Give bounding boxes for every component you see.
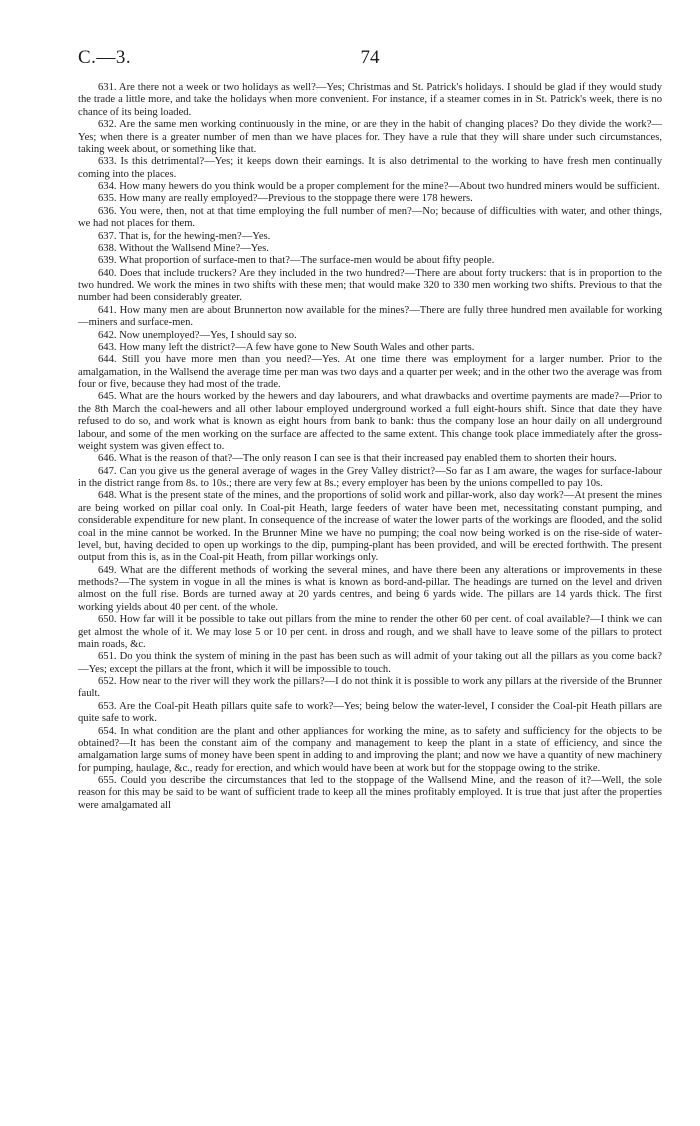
paragraph-642: 642. Now unemployed?—Yes, I should say so. xyxy=(98,329,297,341)
paragraph-647: 647. Can you give us the general average of wages in the Grey Valley district?—So far as I am aware, the wages for surface-labour in the district range from 8s. to 10s.; there are very few at 8s.; every employer has been by the unions compelled to pay 10s. xyxy=(78,465,662,489)
paragraph-652: 652. How near to the river will they work the pillars?—I do not think it is possible to work any pillars at the riverside of the Brunner fault. xyxy=(78,676,662,700)
paragraph-632: 632. Are the same men working continuously in the mine, or are they in the habit of changing places? Do they divide the work?—Yes; when there is a greater number of men than we have places for. They have a rule that they will share under such circumstances, taking week about, or something like that. xyxy=(78,119,662,155)
paragraph-637: 637. That is, for the hewing-men?—Yes. xyxy=(98,230,271,242)
paragraph-650: 650. How far will it be possible to take out pillars from the mine to render the other 60 per cent. of coal available?—I think we can get almost the whole of it. We may lose 5 or 10 per cent. in dross and rough, and we shall have to leave some of the pillars to protect main roads, &c. xyxy=(78,614,662,650)
paragraph-653: 653. Are the Coal-pit Heath pillars quite safe to work?—Yes; being below the water-level, I consider the Coal-pit Heath pillars are quite safe to work. xyxy=(78,700,662,725)
paragraph-646: 646. What is the reason of that?—The only reason I can see is that their increased pay enabled them to shorten their hours. xyxy=(98,453,617,465)
paragraph-631: 631. Are there not a week or two holidays as well?—Yes; Christmas and St. Patrick's holidays. I should be glad if they would study the trade a little more, and take the holidays when more convenient. For instance, if a steamer comes in in St. Patrick's week, there is no chance of its being loaded. xyxy=(78,82,662,118)
page-number: 74 xyxy=(360,47,380,68)
document-body xyxy=(78,82,662,812)
paragraph-644: 644. Still you have more men than you need?—Yes. At one time there was employment for a larger number. Prior to the amalgamation, in the Wallsend the average time per man was two days and a quarter per week; and in the other two the average was from four or five, because they had most of the trade. xyxy=(78,354,662,390)
paragraph-635: 635. How many are really employed?—Previous to the stoppage there were 178 hewers. xyxy=(98,193,473,205)
paragraph-645: 645. What are the hours worked by the hewers and day labourers, and what drawbacks and overtime payments are made?—Prior to the 8th March the coal-hewers and all other labour employed underground worked a full eight-hours shift. Since that date they have refused to do so, and work what is known as eight hours from bank to bank: thus the company lose an hour daily on all underground labour, and some of the men working on the surface are affected to the same extent. This change took place immediately after the gross-weight system was given effect to. xyxy=(78,391,662,452)
paragraph-633: 633. Is this detrimental?—Yes; it keeps down their earnings. It is also detrimental to the working to have fresh men continually coming into the places. xyxy=(78,156,662,180)
document-reference: C.—3. xyxy=(78,47,132,68)
paragraph-639: 639. What proportion of surface-men to that?—The surface-men would be about fifty people. xyxy=(98,255,495,267)
paragraph-643: 643. How many left the district?—A few have gone to New South Wales and other parts. xyxy=(98,341,475,353)
paragraph-634: 634. How many hewers do you think would be a proper complement for the mine?—About two hundred miners would be sufficient. xyxy=(98,181,660,192)
page-header xyxy=(78,47,662,73)
paragraph-649: 649. What are the different methods of working the several mines, and have there been any alterations or improvements in these methods?—The system in vogue in all the mines is what is known as bord-and-pillar. The headings are turned on the level and driven almost on the full rise. Bords are turned away at 20 yards centres, and being 6 yards wide. The pillars are 14 yards thick. The first working yields about 40 per cent. of the whole. xyxy=(78,564,662,613)
paragraph-655: 655. Could you describe the circumstances that led to the stoppage of the Wallsend Mine, and the reason of it?—Well, the sole reason for this may be said to be want of sufficient trade to keep all the mines profitably employed. It is true that just after the properties were amalgamated all xyxy=(78,775,662,811)
paragraph-648: 648. What is the present state of the mines, and the proportions of solid work and pillar-work, also day work?—At present the mines are being worked on pillar coal only. In Coal-pit Heath, large feeders of water have been met, necessitating constant pumping, and considerable expenditure for new plant. In consequence of the increase of water the lower parts of the workings are flooded, and the solid coal in the mine cannot be worked. In the Brunner Mine we have no pumping; the coal now being worked is on the rise-side of water-level, but, having decided to open up workings to the dip, pumping-plant has been provided, and will be erected forthwith. The present output from this is, as in the Coal-pit Heath, from pillar workings only. xyxy=(78,490,662,564)
paragraph-636: 636. You were, then, not at that time employing the full number of men?—No; because of difficulties with water, and other things, we had not places for them. xyxy=(78,205,662,230)
paragraph-654: 654. In what condition are the plant and other appliances for working the mine, as to safety and sufficiency for the objects to be obtained?—It has been the constant aim of the company and management to keep the plant in a state of efficiency, and since the amalgamation large sums of money have been spent in adding to and improving the plant; and now we have a quantity of new machinery for pumping, haulage, &c., ready for erection, and which would have been at work but for the stoppage owing to the strike. xyxy=(78,725,662,774)
paragraph-638: 638. Without the Wallsend Mine?—Yes. xyxy=(98,242,269,254)
paragraph-651: 651. Do you think the system of mining in the past has been such as will admit of your taking out all the pillars as you come back?—Yes; except the pillars at the front, which it will be impossible to touch. xyxy=(78,651,662,675)
paragraph-641: 641. How many men are about Brunnerton now available for the mines?—There are fully three hundred men available for working—miners and surface-men. xyxy=(78,304,662,329)
paragraph-640: 640. Does that include truckers? Are they included in the two hundred?—There are about forty truckers: that is in proportion to the two hundred. We work the mines in two shifts with these men; that would make 320 to 330 men working two shifts. Previous to that the number had been considerably greater. xyxy=(78,267,662,304)
